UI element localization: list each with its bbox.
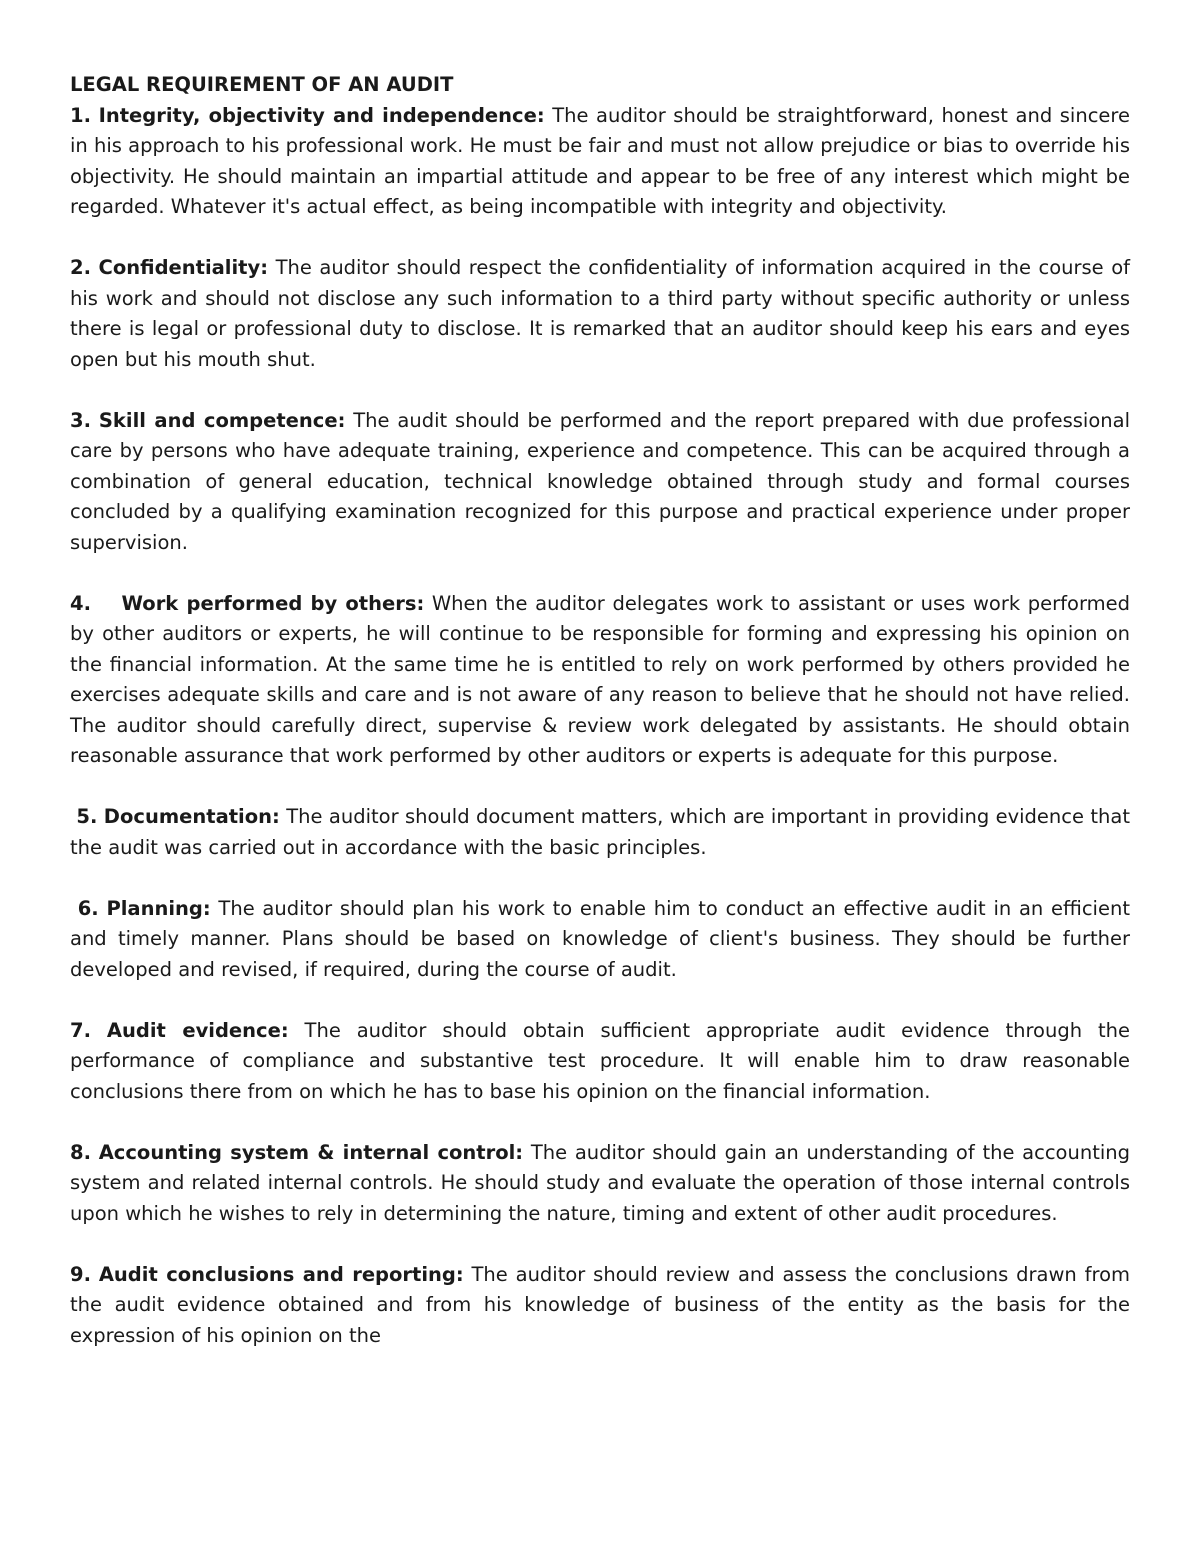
document-page — [70, 70, 1130, 1382]
section-body: The auditor should document matters, which are important in providing evidence that the audit was carried out in accordance with the basic principles. — [70, 805, 1130, 859]
section-work-performed-by-others — [70, 589, 1130, 772]
section-number: 3. — [70, 408, 91, 432]
document-title: LEGAL REQUIREMENT OF AN AUDIT — [70, 73, 454, 96]
section-confidentiality — [70, 253, 1130, 375]
section-heading: Documentation: — [103, 805, 280, 828]
section-body: The auditor should review and assess the conclusions drawn from the audit evidence obtained and from his knowledge of business of the entity as the basis for the expression of his opinion on the — [70, 1262, 1130, 1347]
section-heading: Audit conclusions and reporting: — [98, 1262, 464, 1286]
section-heading: Work performed by others: — [121, 591, 425, 615]
section-body: The auditor should be straightforward, honest and sincere in his approach to his professional work. He must be fair and must not allow prejudice or bias to override his objectivity. He should maintain an impartial attitude and appear to be free of any interest which might be regarded. Whatever it's actual effect, as being incompatible with integrity and objectivity. — [70, 103, 1131, 218]
section-number: 9. — [70, 1262, 91, 1286]
section-heading: Integrity, objectivity and independence: — [98, 103, 545, 127]
section-number: 6. — [77, 896, 99, 920]
section-number: 1. — [70, 103, 91, 127]
section-number: 8. — [70, 1140, 91, 1164]
section-body: The auditor should plan his work to enable him to conduct an effective audit in an efficient and timely manner. Plans should be based on knowledge of client's business. They should be further developed and revised, if required, during the course of audit. — [70, 896, 1130, 981]
section-integrity — [70, 101, 1130, 223]
section-heading: Accounting system & internal control: — [98, 1140, 524, 1164]
section-body: The audit should be performed and the report prepared with due professional care by persons who have adequate training, experience and competence. This can be acquired through a combination of general education, technical knowledge obtained through study and formal courses concluded by a qualifying examination recognized for this purpose and practical experience under proper supervision. — [70, 408, 1130, 554]
section-audit-evidence — [70, 1016, 1130, 1108]
section-heading: Audit evidence: — [106, 1018, 289, 1042]
section-accounting-system — [70, 1138, 1130, 1230]
section-number: 7. — [70, 1018, 91, 1042]
section-heading: Skill and competence: — [98, 408, 346, 432]
section-documentation — [70, 802, 1130, 863]
section-heading: Confidentiality: — [98, 256, 269, 279]
section-number: 2. — [70, 256, 91, 279]
section-body: The auditor should obtain sufficient appropriate audit evidence through the performance of compliance and substantive test procedure. It will enable him to draw reasonable conclusions there from on which he has to base his opinion on the financial information. — [70, 1018, 1130, 1103]
section-planning — [70, 894, 1130, 986]
section-body: When the auditor delegates work to assistant or uses work performed by other auditors or experts, he will continue to be responsible for forming and expressing his opinion on the financial information. At the same time he is entitled to rely on work performed by others provided he exercises adequate skills and care and is not aware of any reason to believe that he should not have relied. The auditor should carefully direct, supervise & review work delegated by assistants. He should obtain reasonable assurance that work performed by other auditors or experts is adequate for this purpose. — [70, 591, 1130, 767]
section-body: The auditor should gain an understanding of the accounting system and related internal controls. He should study and evaluate the operation of those internal controls upon which he wishes to rely in determining the nature, timing and extent of other audit procedures. — [70, 1140, 1131, 1225]
section-body: The auditor should respect the confidentiality of information acquired in the course of his work and should not disclose any such information to a third party without specific authority or unless there is legal or professional duty to disclose. It is remarked that an auditor should keep his ears and eyes open but his mouth shut. — [70, 256, 1131, 371]
section-skill-and-competence — [70, 406, 1130, 559]
section-heading: Planning: — [106, 896, 211, 920]
section-number: 5. — [76, 805, 98, 828]
section-number: 4. — [70, 591, 91, 615]
section-audit-conclusions — [70, 1260, 1130, 1352]
